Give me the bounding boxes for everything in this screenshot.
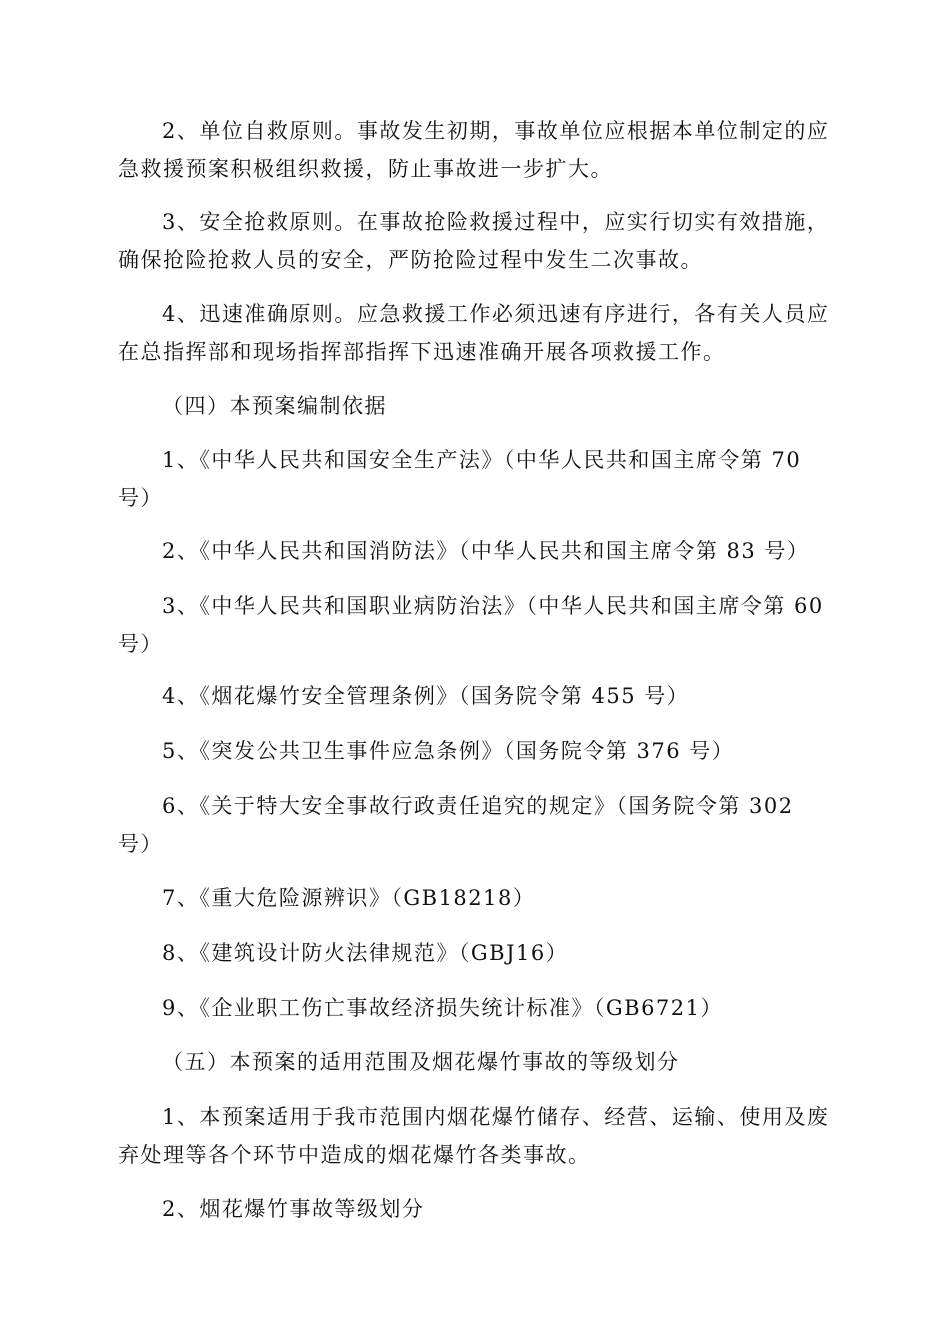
text-line: 号） (118, 632, 163, 656)
text-line: 5、《突发公共卫生事件应急条例》（国务院令第 376 号） (162, 739, 735, 763)
reference-item-1 (118, 441, 830, 517)
text-line: 4、迅速准确原则。应急救援工作必须迅速有序进行，各有关人员应 (162, 302, 830, 326)
text-line: 2、烟花爆竹事故等级划分 (162, 1197, 425, 1221)
reference-item-8 (118, 934, 830, 972)
reference-item-6 (118, 787, 830, 863)
reference-item-5 (118, 732, 830, 770)
paragraph-scope-item-2 (118, 1190, 830, 1228)
heading-text: （四）本预案编制依据 (162, 394, 387, 418)
heading-text: （五）本预案的适用范围及烟花爆竹事故的等级划分 (162, 1050, 680, 1074)
text-line: 号） (118, 832, 163, 856)
text-line: 2、《中华人民共和国消防法》（中华人民共和国主席令第 83 号） (162, 539, 810, 563)
text-line: 8、《建筑设计防火法律规范》（GBJ16） (162, 941, 569, 965)
paragraph-quick-accurate-principle (118, 295, 830, 371)
section-heading-scope (118, 1043, 830, 1081)
section-heading-basis (118, 387, 830, 425)
reference-item-2 (118, 532, 830, 570)
reference-item-9 (118, 989, 830, 1027)
reference-item-7 (118, 879, 830, 917)
text-line: 弃处理等各个环节中造成的烟花爆竹各类事故。 (118, 1143, 591, 1167)
text-line: 1、《中华人民共和国安全生产法》（中华人民共和国主席令第 70 (162, 448, 802, 472)
paragraph-self-rescue-principle (118, 112, 830, 188)
paragraph-safe-rescue-principle (118, 203, 830, 279)
text-line: 6、《关于特大安全事故行政责任追究的规定》（国务院令第 302 (162, 794, 794, 818)
text-line: 在总指挥部和现场指挥部指挥下迅速准确开展各项救援工作。 (118, 340, 726, 364)
paragraph-scope-item-1 (118, 1098, 830, 1174)
text-line: 2、单位自救原则。事故发生初期，事故单位应根据本单位制定的应 (162, 119, 830, 143)
text-line: 9、《企业职工伤亡事故经济损失统计标准》（GB6721） (162, 996, 724, 1020)
text-line: 4、《烟花爆竹安全管理条例》（国务院令第 455 号） (162, 684, 690, 708)
text-line: 急救援预案积极组织救援，防止事故进一步扩大。 (118, 157, 613, 181)
text-line: 确保抢险抢救人员的安全，严防抢险过程中发生二次事故。 (118, 248, 703, 272)
text-line: 3、《中华人民共和国职业病防治法》（中华人民共和国主席令第 60 (162, 594, 824, 618)
reference-item-4 (118, 677, 830, 715)
text-line: 1、本预案适用于我市范围内烟花爆竹储存、经营、运输、使用及废 (162, 1105, 830, 1129)
text-line: 7、《重大危险源辨识》（GB18218） (162, 886, 536, 910)
reference-item-3 (118, 587, 830, 663)
text-line: 号） (118, 486, 163, 510)
text-line: 3、安全抢救原则。在事故抢险救援过程中，应实行切实有效措施， (162, 210, 830, 234)
